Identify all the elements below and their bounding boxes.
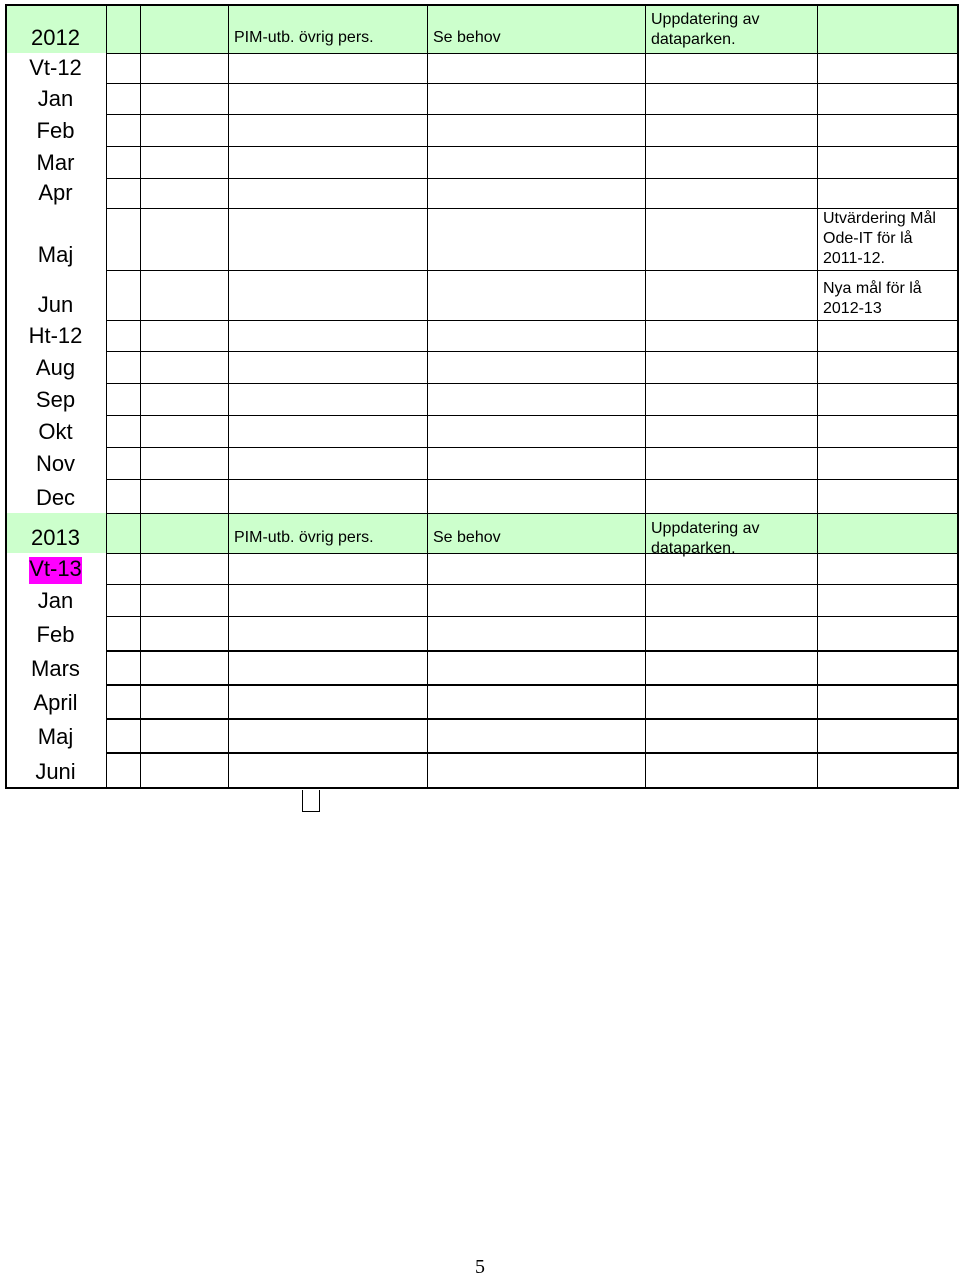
- grid-hline: [5, 787, 957, 789]
- row-label-cell: [7, 447, 104, 479]
- row-label-cell: [7, 684, 104, 718]
- grid-hline: [106, 415, 957, 416]
- row-label: Dec: [35, 485, 76, 510]
- row-label: April: [33, 690, 78, 715]
- grid-hline: [106, 616, 957, 617]
- row-label-cell: [7, 208, 104, 270]
- header-2013-behov-text: Se behov: [433, 529, 501, 546]
- grid-vline: [957, 4, 959, 789]
- grid-hline: [106, 584, 957, 585]
- grid-hline: [106, 351, 957, 352]
- row-label: Vt-12: [29, 55, 82, 80]
- grid-hline: [106, 146, 957, 147]
- grid-vline: [140, 4, 141, 789]
- grid-hline: [106, 684, 957, 686]
- row-label: Vt-13: [29, 557, 82, 584]
- grid-vline: [427, 4, 428, 789]
- grid-hline: [106, 83, 957, 84]
- page-number: 5: [475, 1256, 485, 1278]
- header-2013-update-text: Uppdatering av dataparken.: [651, 520, 760, 557]
- grid-hline: [106, 447, 957, 448]
- grid-hline: [106, 114, 957, 115]
- row-label-cell: [7, 53, 104, 83]
- row-label-cell: [7, 83, 104, 114]
- header-2013-pim-text: PIM-utb. övrig pers.: [234, 529, 374, 546]
- row-label: Feb: [36, 622, 75, 647]
- row-label: Ht-12: [28, 323, 83, 348]
- grid-vline: [106, 4, 107, 789]
- row-label-cell: [7, 513, 104, 553]
- row-label-cell: [7, 146, 104, 178]
- row-label-cell: [7, 650, 104, 684]
- row-label: Mars: [31, 656, 80, 681]
- grid-hline: [106, 718, 957, 720]
- row-label: Feb: [36, 118, 75, 143]
- row-label: Okt: [38, 419, 73, 444]
- row-label-cell: [7, 383, 104, 415]
- row-label-cell: [7, 479, 104, 513]
- grid-hline: [106, 479, 957, 480]
- row-label: Sep: [35, 387, 76, 412]
- row-label-cell: [7, 4, 104, 53]
- row-label: Maj: [37, 242, 74, 267]
- row-label-cell: [7, 415, 104, 447]
- note-evaluation: Utvärdering Mål Ode-IT för lå 2011-12.: [823, 210, 936, 267]
- row-label: Jan: [37, 86, 74, 111]
- row-label-cell: [7, 718, 104, 752]
- row-label-cell: [7, 114, 104, 146]
- grid-hline: [106, 513, 957, 514]
- row-label: Jan: [37, 588, 74, 613]
- header-2012-pim-text: PIM-utb. övrig pers.: [234, 29, 374, 46]
- grid-hline: [106, 752, 957, 754]
- row-label: Jun: [37, 292, 74, 317]
- row-label-cell: [7, 553, 104, 584]
- header-2012-behov-text: Se behov: [433, 29, 501, 46]
- grid-hline: [106, 320, 957, 321]
- grid-vline: [228, 4, 229, 789]
- grid-vline: [817, 4, 818, 789]
- stray-box: [302, 790, 320, 812]
- header-2012-update-text: Uppdatering av dataparken.: [651, 11, 760, 48]
- grid-vline: [645, 4, 646, 789]
- row-label: 2013: [31, 525, 80, 550]
- grid-hline: [106, 650, 957, 652]
- grid-hline: [106, 383, 957, 384]
- row-label: Aug: [35, 355, 76, 380]
- row-label: Apr: [38, 180, 73, 205]
- grid-hline: [106, 53, 957, 54]
- row-label-cell: [7, 616, 104, 650]
- grid-hline: [106, 553, 957, 554]
- row-label: 2012: [31, 25, 80, 50]
- row-label-cell: [7, 584, 104, 616]
- row-label: Juni: [35, 759, 76, 784]
- row-label-cell: [7, 178, 104, 208]
- grid-hline: [5, 4, 957, 6]
- grid-hline: [106, 178, 957, 179]
- grid-hline: [106, 270, 957, 271]
- row-label-cell: [7, 270, 104, 320]
- row-label: Mar: [36, 150, 75, 175]
- row-label-cell: [7, 752, 104, 787]
- row-label-cell: [7, 320, 104, 351]
- note-new-goals: Nya mål för lå 2012-13: [823, 280, 922, 317]
- row-label: Maj: [37, 724, 74, 749]
- row-label: Nov: [35, 451, 76, 476]
- row-label-cell: [7, 351, 104, 383]
